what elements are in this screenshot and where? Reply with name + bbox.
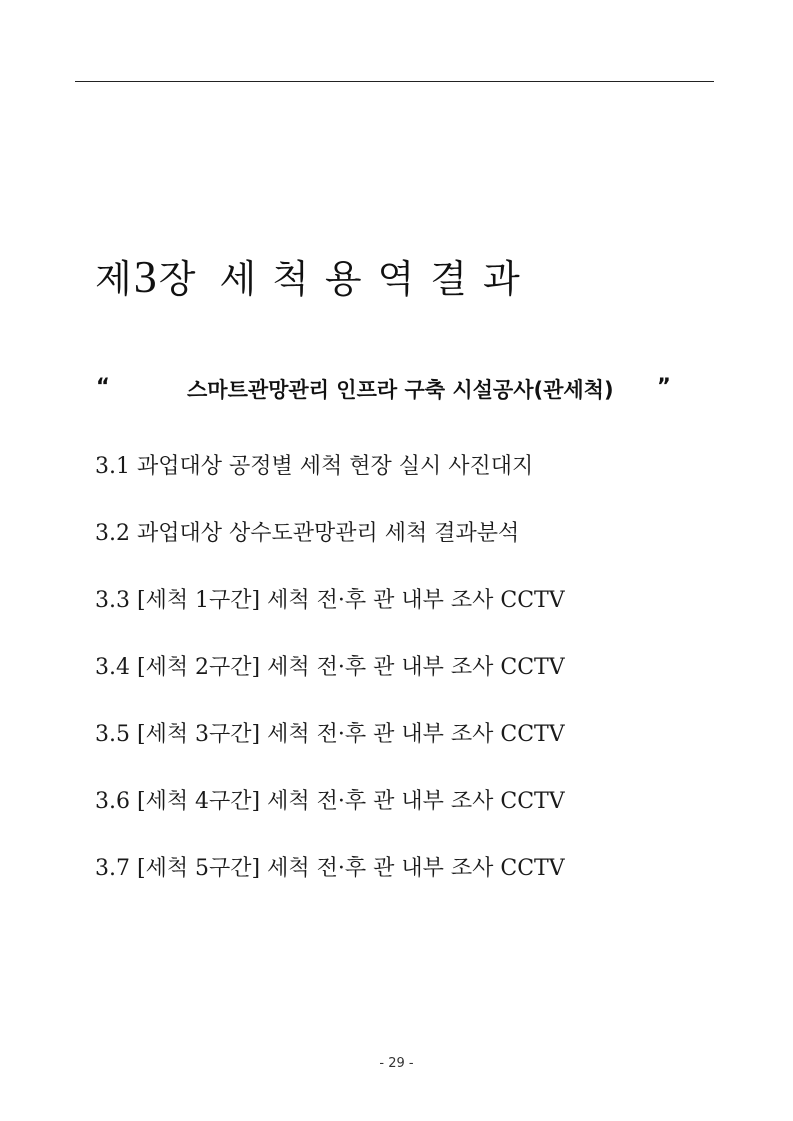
chapter-name: 세척용역결과 (219, 257, 536, 301)
project-subtitle (96, 372, 676, 408)
close-quote: ” (657, 374, 671, 398)
section-item-3-5: 3.5 [세척 3구간] 세척 전·후 관 내부 조사 CCTV (95, 722, 565, 747)
section-item-3-1: 3.1 과업대상 공정별 세척 현장 실시 사진대지 (95, 454, 534, 479)
project-name: 스마트관망관리 인프라 구축 시설공사(관세척) (187, 378, 614, 402)
chapter-prefix: 제 (95, 257, 134, 301)
chapter-suffix: 장 (158, 257, 198, 301)
header-rule (75, 81, 714, 82)
section-item-3-2: 3.2 과업대상 상수도관망관리 세척 결과분석 (95, 521, 520, 546)
section-item-3-3: 3.3 [세척 1구간] 세척 전·후 관 내부 조사 CCTV (95, 588, 565, 613)
chapter-number: 3 (133, 251, 159, 302)
section-item-3-4: 3.4 [세척 2구간] 세척 전·후 관 내부 조사 CCTV (95, 655, 565, 680)
open-quote: “ (96, 374, 110, 398)
section-list (95, 450, 565, 919)
chapter-title (95, 252, 536, 304)
page-number: - 29 - (379, 1056, 414, 1071)
section-item-3-7: 3.7 [세척 5구간] 세척 전·후 관 내부 조사 CCTV (95, 856, 565, 881)
section-item-3-6: 3.6 [세척 4구간] 세척 전·후 관 내부 조사 CCTV (95, 789, 565, 814)
